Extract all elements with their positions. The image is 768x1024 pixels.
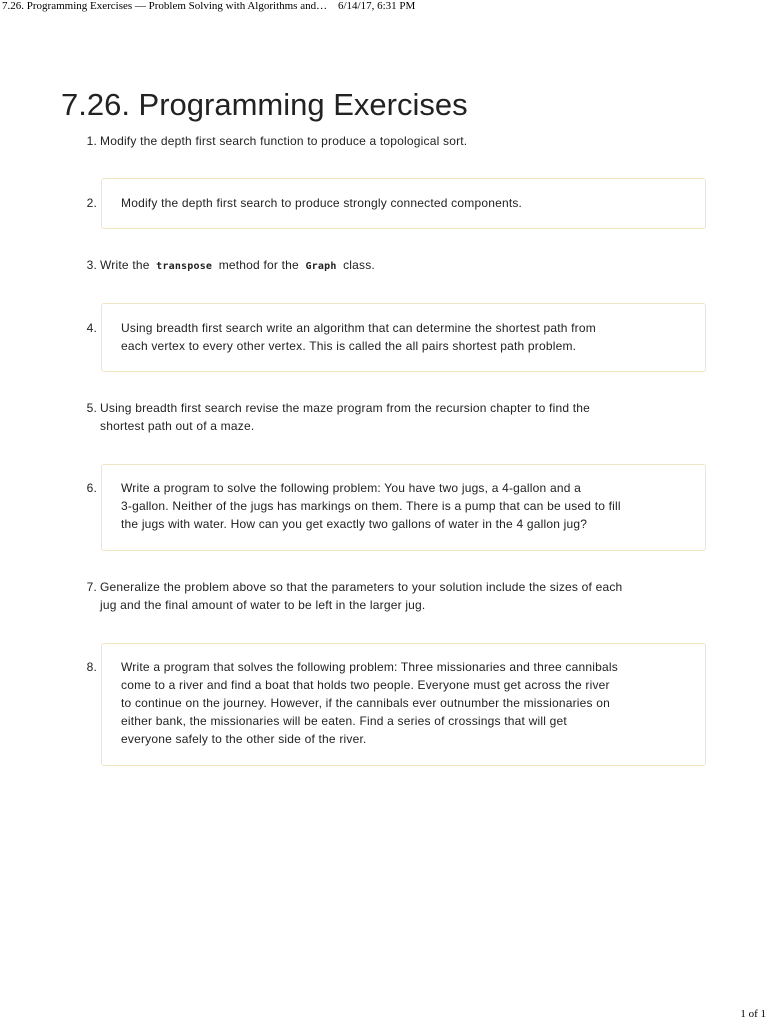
exercise-number: 3.: [86, 258, 97, 272]
exercise-number: 4.: [86, 321, 97, 335]
print-header-date: 6/14/17, 6:31 PM: [338, 0, 416, 12]
page-title: 7.26. Programming Exercises: [61, 87, 468, 122]
exercise-text-line: Write a program to solve the following problem: You have two jugs, a 4-gallon and a: [121, 481, 581, 495]
exercise-text-line: jug and the final amount of water to be left in the larger jug.: [100, 598, 426, 612]
exercise-number: 1.: [86, 134, 97, 148]
exercise-text-line: to continue on the journey. However, if the cannibals ever outnumber the missionaries on: [121, 696, 610, 710]
exercise-text-line: come to a river and find a boat that holds two people. Everyone must get across the river: [121, 678, 610, 692]
print-header-title: 7.26. Programming Exercises — Problem Solving with Algorithms and…: [2, 0, 328, 12]
exercise-text-line: Using breadth first search revise the maze program from the recursion chapter to find the: [100, 401, 591, 415]
code-graph: Graph: [305, 261, 337, 272]
exercise-number: 8.: [86, 660, 97, 674]
exercise-text-line: shortest path out of a maze.: [100, 419, 255, 433]
exercise-text-line: everyone safely to the other side of the river.: [121, 732, 367, 746]
exercise-text: Modify the depth first search function to produce a topological sort.: [100, 134, 468, 148]
exercise-number: 6.: [86, 481, 97, 495]
exercise-text-line: the jugs with water. How can you get exactly two gallons of water in the 4 gallon jug?: [121, 517, 588, 531]
exercise-text-line: Write a program that solves the following problem: Three missionaries and three cannibals: [121, 660, 618, 674]
exercise-number: 7.: [86, 580, 97, 594]
exercise-box: [101, 303, 706, 372]
exercise-box: [101, 643, 706, 766]
exercise-text-line: either bank, the missionaries will be eaten. Find a series of crossings that will get: [121, 714, 567, 728]
exercise-text-after: class.: [343, 258, 375, 272]
exercise-text-before: Write the: [100, 258, 150, 272]
exercise-text-middle: method for the: [218, 258, 299, 272]
exercise-number: 5.: [86, 401, 97, 415]
exercise-text-line: each vertex to every other vertex. This is called the all pairs shortest path problem.: [121, 339, 577, 353]
code-transpose: transpose: [156, 261, 213, 272]
exercise-box: [101, 178, 706, 229]
exercise-text-line: Using breadth first search write an algorithm that can determine the shortest path from: [121, 321, 596, 335]
exercise-text: Modify the depth first search to produce strongly connected components.: [121, 196, 523, 210]
exercise-box: [101, 464, 706, 551]
exercise-text-line: 3-gallon. Neither of the jugs has markings on them. There is a pump that can be used to fill: [121, 499, 621, 513]
exercise-text-line: Generalize the problem above so that the parameters to your solution include the sizes of each: [100, 580, 623, 594]
exercise-number: 2.: [86, 196, 97, 210]
exercise-text: [100, 256, 700, 276]
page-number: 1 of 1: [740, 1008, 766, 1020]
